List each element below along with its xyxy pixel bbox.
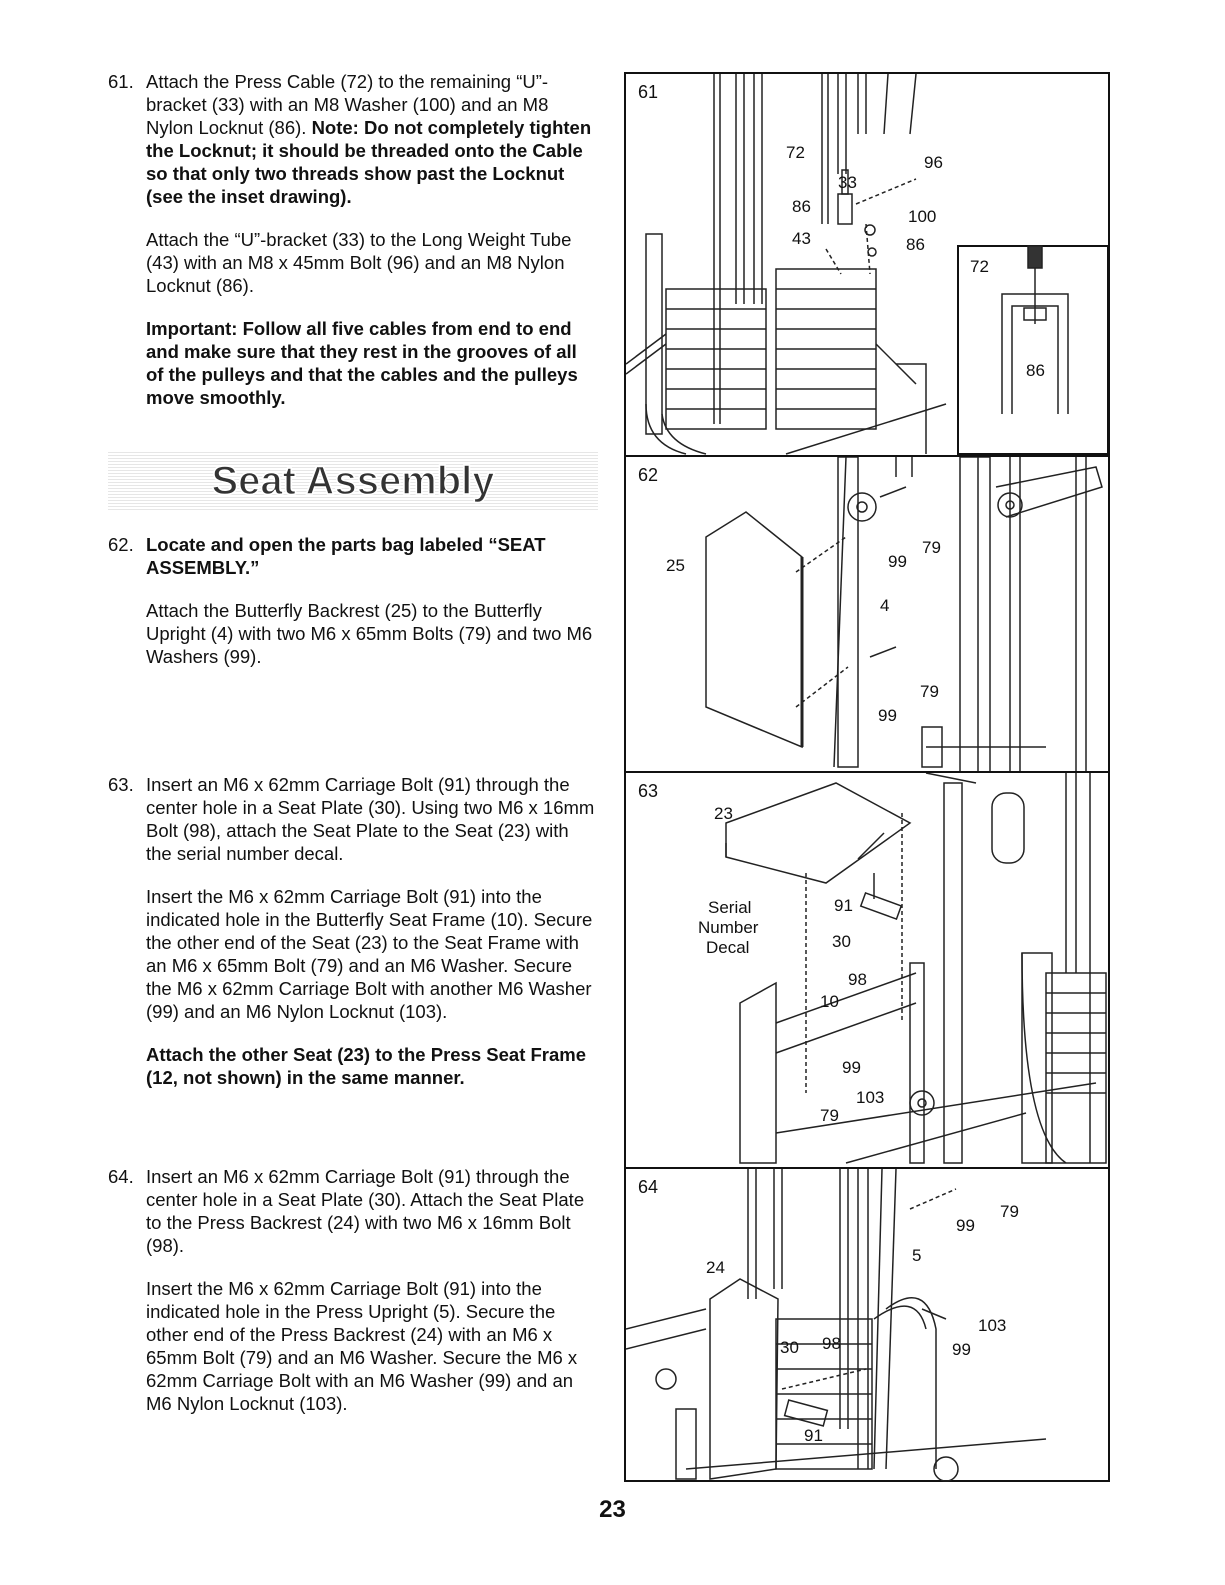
step-61-important: Important: Follow all five cables from end to end and make sure that they rest in the grooves of all of the pulleys and that the cables and the pulleys move smoothly. — [146, 318, 578, 408]
section-banner — [108, 452, 598, 510]
callout-96: 96 — [924, 153, 943, 172]
page-number: 23 — [599, 1496, 626, 1523]
callout-10: 10 — [820, 992, 839, 1011]
figure-61-drawing — [626, 74, 1108, 455]
section-title: Seat Assembly — [211, 459, 495, 503]
figure-64-callouts — [706, 1202, 1019, 1445]
callout-86: 86 — [792, 197, 811, 216]
inset-drawing — [958, 246, 1108, 454]
step-64-paragraph-2: Insert the M6 x 62mm Carriage Bolt (91) into the indicated hole in the Press Upright (5). Secure the other end of the Press Backrest (24) with an M6 x 65mm Bolt (79) and an M6 Washer. Secure the M6 x 62mm Carriage Bolt with an M6 Washer (99) and an M6 Nylon Locknut (103). — [146, 1278, 578, 1414]
step-61 — [108, 70, 598, 423]
callout-100: 100 — [908, 207, 937, 226]
figure-61-callouts — [786, 143, 943, 254]
callout-72: 72 — [786, 143, 805, 162]
callout-30: 30 — [780, 1338, 799, 1357]
step-62 — [108, 533, 598, 682]
callout-98: 98 — [822, 1334, 841, 1353]
figure-number: 62 — [638, 465, 659, 485]
step-62-paragraph-1: Locate and open the parts bag labeled “SEAT ASSEMBLY.” — [146, 534, 546, 578]
callout-decal: Decal — [706, 938, 750, 957]
step-61-note: Note: Do not completely tighten the Locknut; it should be threaded onto the Cable so that only two threads show past the Locknut (see the inset drawing). — [146, 117, 592, 207]
callout-98: 98 — [848, 970, 867, 989]
callout-25: 25 — [666, 556, 685, 575]
callout-24: 24 — [706, 1258, 725, 1277]
figure-number: 63 — [638, 781, 659, 801]
callout-79: 79 — [820, 1106, 839, 1125]
step-62-paragraph-2: Attach the Butterfly Backrest (25) to the Butterfly Upright (4) with two M6 x 65mm Bolts (79) and two M6 Washers (99). — [146, 600, 593, 667]
step-63-paragraph-3: Attach the other Seat (23) to the Press Seat Frame (12, not shown) in the same manner. — [146, 1044, 587, 1088]
callout-99b: 99 — [878, 706, 897, 725]
step-63 — [108, 773, 598, 1103]
callout-79: 79 — [922, 538, 941, 557]
callout-99: 99 — [842, 1058, 861, 1077]
callout-5: 5 — [912, 1246, 922, 1265]
figure-63-drawing — [626, 773, 1108, 1169]
callout-33: 33 — [838, 173, 857, 192]
callout-99b: 99 — [952, 1340, 971, 1359]
callout-99: 99 — [956, 1216, 975, 1235]
callout-43: 43 — [792, 229, 811, 248]
step-number: 61. — [108, 71, 134, 92]
figure-63 — [626, 771, 1108, 1169]
figure-61 — [626, 74, 1108, 455]
figure-number: 61 — [638, 82, 659, 102]
inset-callout-72: 72 — [970, 257, 989, 276]
callout-30: 30 — [832, 932, 851, 951]
step-number: 62. — [108, 534, 134, 555]
step-number: 63. — [108, 774, 134, 795]
step-63-paragraph-2: Insert the M6 x 62mm Carriage Bolt (91) into the indicated hole in the Butterfly Seat Frame (10). Secure the other end of the Seat (23) to the Seat Frame with an M6 x 65mm Bolt (79) and an M6 Washer. Secure the M6 x 62mm Carriage Bolt with another M6 Washer (99) and an M6 Nylon Locknut (103). — [146, 886, 593, 1022]
callout-91: 91 — [834, 896, 853, 915]
callout-91: 91 — [804, 1426, 823, 1445]
callout-79b: 79 — [920, 682, 939, 701]
callout-103: 103 — [978, 1316, 1007, 1335]
step-number: 64. — [108, 1166, 134, 1187]
figure-panel — [624, 72, 1110, 1482]
inset-callout-86: 86 — [1026, 361, 1045, 380]
step-61-paragraph-2: Attach the “U”-bracket (33) to the Long Weight Tube (43) with an M8 x 45mm Bolt (96) and an M8 Nylon Locknut (86). — [146, 229, 572, 296]
step-61-paragraph-1 — [146, 70, 598, 208]
step-63-paragraph-1: Insert an M6 x 62mm Carriage Bolt (91) through the center hole in a Seat Plate (30). Using two M6 x 16mm Bolt (98), attach the Seat Plate to the Seat (23) with the serial number decal. — [146, 774, 595, 864]
step-64 — [108, 1165, 598, 1429]
callout-serial: Serial — [708, 898, 752, 917]
step-64-paragraph-1: Insert an M6 x 62mm Carriage Bolt (91) through the center hole in a Seat Plate (30). Attach the Seat Plate to the Press Backrest (24) with two M6 x 16mm Bolt (98). — [146, 1166, 585, 1256]
figure-62-drawing — [626, 457, 1108, 773]
callout-4: 4 — [880, 596, 890, 615]
step-61-text: Attach the Press Cable (72) to the remaining “U”-bracket (33) with an M8 Washer (100) and an M8 Nylon Locknut (86). — [146, 71, 549, 138]
callout-23: 23 — [714, 804, 733, 823]
figure-64 — [626, 1167, 1108, 1482]
callout-number: Number — [698, 918, 759, 937]
figure-number: 64 — [638, 1177, 659, 1197]
figure-64-drawing — [626, 1169, 1108, 1482]
callout-79: 79 — [1000, 1202, 1019, 1221]
callout-99: 99 — [888, 552, 907, 571]
callout-103: 103 — [856, 1088, 885, 1107]
callout-86b: 86 — [906, 235, 925, 254]
figure-62 — [626, 455, 1108, 773]
